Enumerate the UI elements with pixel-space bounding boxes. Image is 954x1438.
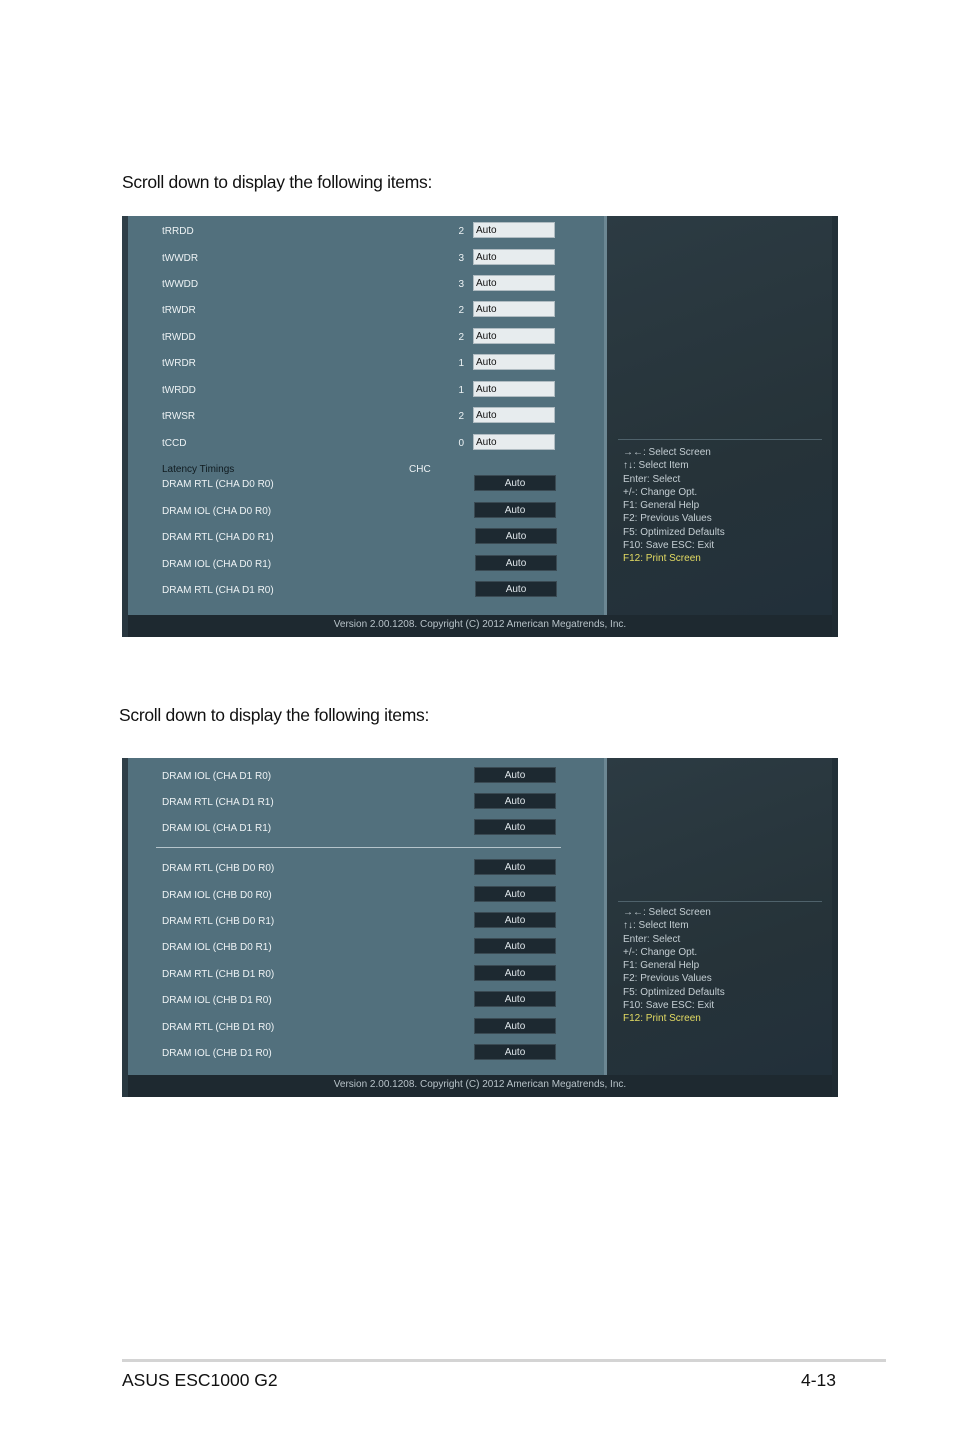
setting-input[interactable]: Auto xyxy=(473,434,555,450)
setting-label: DRAM RTL (CHB D0 R0) xyxy=(162,863,275,874)
setting-label: DRAM IOL (CHA D0 R1) xyxy=(162,559,272,570)
section-heading-latency-timings: Latency Timings xyxy=(162,464,235,475)
setting-select-button[interactable]: Auto xyxy=(474,965,556,981)
setting-label: tWWDR xyxy=(162,253,199,264)
key-help-list xyxy=(623,446,833,566)
setting-row-twwdr[interactable] xyxy=(162,249,602,269)
help-line: F10: Save ESC: Exit xyxy=(623,1000,715,1012)
settings-pane xyxy=(128,758,607,1075)
setting-row-dram-iol-cha-d1-r0[interactable] xyxy=(162,767,602,787)
setting-input[interactable]: Auto xyxy=(473,275,555,291)
help-line-print-screen: F12: Print Screen xyxy=(623,1013,701,1025)
help-divider xyxy=(618,901,822,902)
help-line: F2: Previous Values xyxy=(623,973,712,985)
help-line: →←: Select Screen xyxy=(623,447,711,458)
help-line: +/-: Change Opt. xyxy=(623,946,698,958)
setting-current-value: 2 xyxy=(458,332,464,343)
setting-current-value: 2 xyxy=(458,305,464,316)
help-line: F10: Save ESC: Exit xyxy=(623,540,715,552)
setting-label: DRAM RTL (CHB D0 R1) xyxy=(162,916,275,927)
setting-label: tRWDR xyxy=(162,305,196,316)
help-divider xyxy=(618,439,822,440)
setting-input[interactable]: Auto xyxy=(473,381,555,397)
setting-label: tWWDD xyxy=(162,279,199,290)
help-line: F1: General Help xyxy=(623,960,700,972)
setting-select-button[interactable]: Auto xyxy=(474,475,556,491)
setting-label: tCCD xyxy=(162,438,187,449)
setting-current-value: 0 xyxy=(458,438,464,449)
setting-label: DRAM IOL (CHA D1 R1) xyxy=(162,823,272,834)
setting-label: DRAM IOL (CHB D1 R0) xyxy=(162,1048,272,1059)
setting-current-value: 3 xyxy=(458,279,464,290)
setting-select-button[interactable]: Auto xyxy=(474,819,556,835)
setting-select-button[interactable]: Auto xyxy=(474,1018,556,1034)
setting-input[interactable]: Auto xyxy=(473,407,555,423)
setting-select-button[interactable]: Auto xyxy=(474,991,556,1007)
setting-label: tWRDR xyxy=(162,358,196,369)
setting-select-button[interactable]: Auto xyxy=(474,886,556,902)
setting-row-dram-iol-cha-d1-r1[interactable] xyxy=(162,819,602,839)
setting-row-dram-rtl-chb-d0-r0[interactable] xyxy=(162,859,602,879)
setting-label: DRAM IOL (CHB D0 R1) xyxy=(162,942,272,953)
footer-page-number: 4-13 xyxy=(801,1370,837,1390)
setting-label: DRAM RTL (CHB D1 R0) xyxy=(162,1022,275,1033)
setting-current-value: 2 xyxy=(458,226,464,237)
help-line: ↑↓: Select Item xyxy=(623,460,689,472)
setting-label: DRAM IOL (CHA D0 R0) xyxy=(162,506,272,517)
setting-input[interactable]: Auto xyxy=(473,354,555,370)
setting-row-dram-rtl-chb-d0-r1[interactable] xyxy=(162,912,602,932)
setting-label: DRAM RTL (CHB D1 R0) xyxy=(162,969,275,980)
setting-select-button[interactable]: Auto xyxy=(474,938,556,954)
setting-row-dram-iol-cha-d0-r1[interactable] xyxy=(162,555,602,575)
bios-screenshot-2 xyxy=(122,758,838,1097)
setting-select-button[interactable]: Auto xyxy=(474,859,556,875)
section-channel-value: CHC xyxy=(409,464,431,475)
setting-row-dram-rtl-cha-d0-r1[interactable] xyxy=(162,528,602,548)
setting-select-button[interactable]: Auto xyxy=(474,793,556,809)
setting-select-button[interactable]: Auto xyxy=(475,528,557,544)
help-line: ↑↓: Select Item xyxy=(623,920,689,932)
setting-row-dram-rtl-chb-d1-r0-b[interactable] xyxy=(162,1018,602,1038)
setting-input[interactable]: Auto xyxy=(473,249,555,265)
help-line: F1: General Help xyxy=(623,500,700,512)
setting-select-button[interactable]: Auto xyxy=(475,555,557,571)
setting-row-dram-rtl-cha-d1-r1[interactable] xyxy=(162,793,602,813)
setting-label: DRAM IOL (CHB D1 R0) xyxy=(162,995,272,1006)
section-divider xyxy=(156,847,561,848)
setting-row-twrdd[interactable] xyxy=(162,381,602,401)
setting-label: tRWSR xyxy=(162,411,196,422)
setting-select-button[interactable]: Auto xyxy=(474,1044,556,1060)
setting-row-dram-iol-chb-d0-r0[interactable] xyxy=(162,886,602,906)
setting-input[interactable]: Auto xyxy=(473,301,555,317)
setting-label: DRAM RTL (CHA D1 R1) xyxy=(162,797,274,808)
caption-second: Scroll down to display the following items: xyxy=(119,705,430,725)
help-line: F2: Previous Values xyxy=(623,513,712,525)
setting-row-trwdr[interactable] xyxy=(162,301,602,321)
setting-row-tccd[interactable] xyxy=(162,434,602,454)
setting-select-button[interactable]: Auto xyxy=(475,581,557,597)
footer-rule xyxy=(122,1359,886,1362)
version-bar: Version 2.00.1208. Copyright (C) 2012 American Megatrends, Inc. xyxy=(128,1075,832,1097)
caption-first: Scroll down to display the following items: xyxy=(122,172,433,192)
setting-label: DRAM RTL (CHA D0 R1) xyxy=(162,532,274,543)
setting-current-value: 1 xyxy=(458,385,464,396)
setting-row-dram-iol-chb-d1-r0[interactable] xyxy=(162,991,602,1011)
setting-row-dram-iol-cha-d0-r0[interactable] xyxy=(162,502,602,522)
setting-select-button[interactable]: Auto xyxy=(474,502,556,518)
setting-row-twrdr[interactable] xyxy=(162,354,602,374)
help-line: +/-: Change Opt. xyxy=(623,486,698,498)
setting-current-value: 3 xyxy=(458,253,464,264)
setting-input[interactable]: Auto xyxy=(473,328,555,344)
help-line: Enter: Select xyxy=(623,933,681,945)
footer-product-name: ASUS ESC1000 G2 xyxy=(122,1370,278,1390)
setting-label: DRAM RTL (CHA D1 R0) xyxy=(162,585,274,596)
setting-row-dram-rtl-chb-d1-r0[interactable] xyxy=(162,965,602,985)
setting-row-dram-iol-chb-d1-r0-b[interactable] xyxy=(162,1044,602,1064)
setting-label: DRAM IOL (CHB D0 R0) xyxy=(162,890,272,901)
help-line: Enter: Select xyxy=(623,473,681,485)
help-line: F5: Optimized Defaults xyxy=(623,986,725,998)
help-line-print-screen: F12: Print Screen xyxy=(623,553,701,565)
setting-row-twwdd[interactable] xyxy=(162,275,602,295)
setting-row-dram-rtl-cha-d0-r0[interactable] xyxy=(162,475,602,495)
setting-row-dram-iol-chb-d0-r1[interactable] xyxy=(162,938,602,958)
setting-select-button[interactable]: Auto xyxy=(474,912,556,928)
bios-screenshot-1 xyxy=(122,216,838,637)
setting-input[interactable]: Auto xyxy=(473,222,555,238)
setting-label: tRRDD xyxy=(162,226,194,237)
setting-row-trwdd[interactable] xyxy=(162,328,602,348)
settings-pane xyxy=(128,216,607,615)
help-line: →←: Select Screen xyxy=(623,907,711,918)
setting-row-trwsr[interactable] xyxy=(162,407,602,427)
setting-label: DRAM IOL (CHA D1 R0) xyxy=(162,771,272,782)
setting-current-value: 1 xyxy=(458,358,464,369)
setting-label: tWRDD xyxy=(162,385,196,396)
setting-row-trrdd[interactable] xyxy=(162,222,602,242)
setting-current-value: 2 xyxy=(458,411,464,422)
setting-row-dram-rtl-cha-d1-r0[interactable] xyxy=(162,581,602,601)
key-help-list xyxy=(623,906,833,1026)
version-bar: Version 2.00.1208. Copyright (C) 2012 American Megatrends, Inc. xyxy=(128,615,832,637)
setting-label: DRAM RTL (CHA D0 R0) xyxy=(162,479,274,490)
help-line: F5: Optimized Defaults xyxy=(623,526,725,538)
setting-label: tRWDD xyxy=(162,332,196,343)
setting-select-button[interactable]: Auto xyxy=(474,767,556,783)
